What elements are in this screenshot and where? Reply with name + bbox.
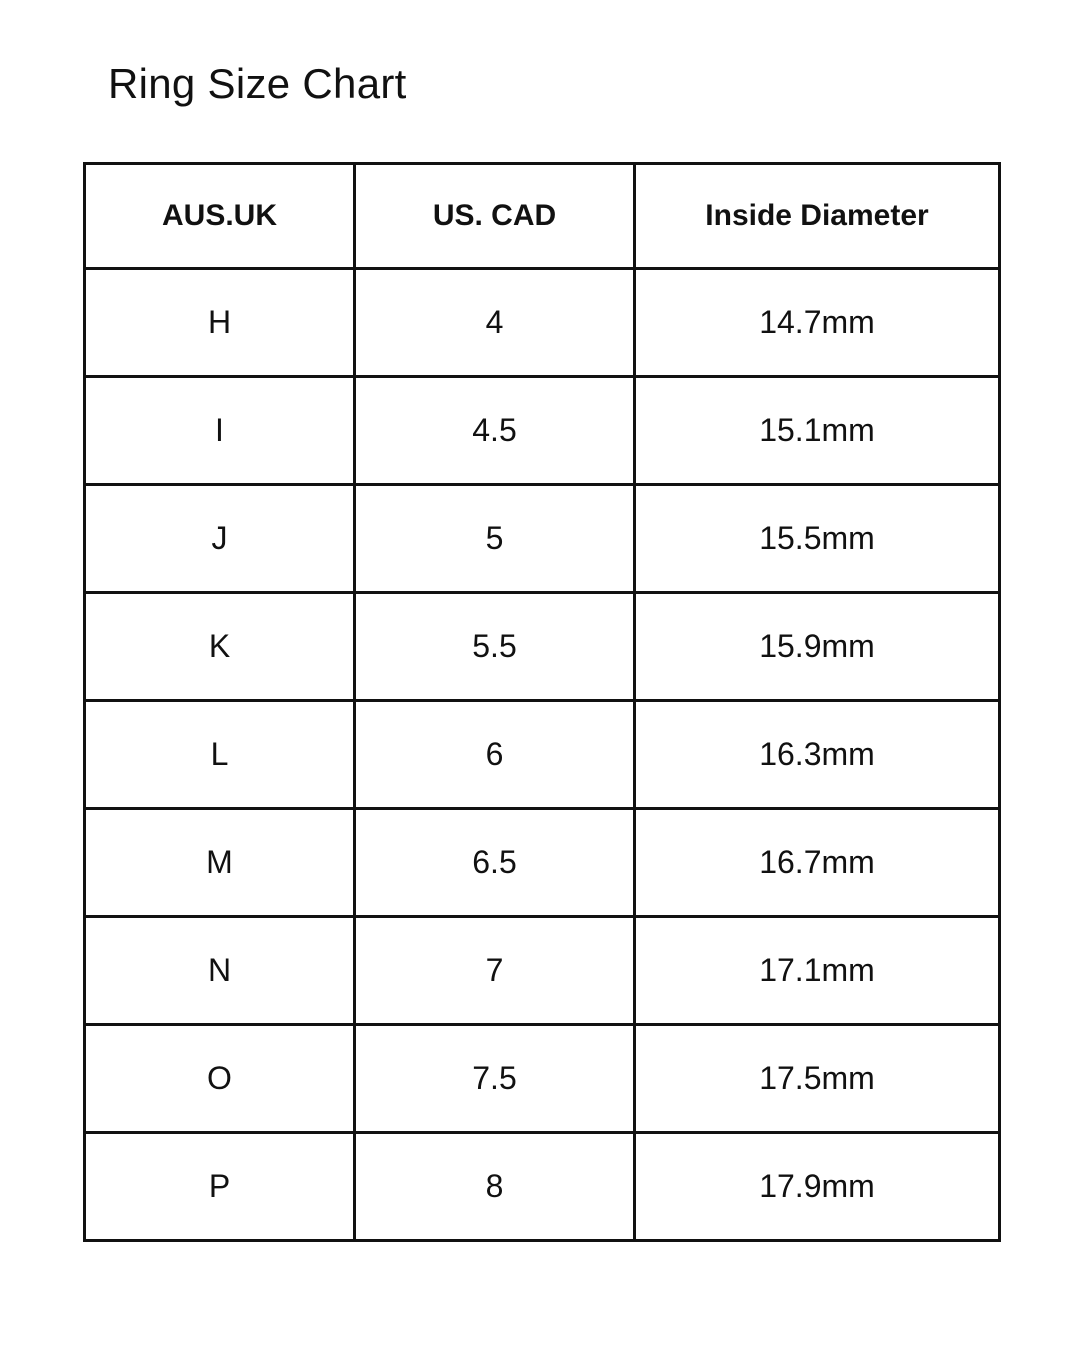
header-row bbox=[85, 164, 1000, 269]
table-row bbox=[85, 593, 1000, 701]
cell-aus-uk: I bbox=[85, 377, 355, 485]
cell-aus-uk: N bbox=[85, 917, 355, 1025]
cell-inside-diameter: 16.7mm bbox=[635, 809, 1000, 917]
table-row bbox=[85, 377, 1000, 485]
ring-size-table bbox=[83, 162, 1001, 1242]
table-body bbox=[85, 269, 1000, 1241]
cell-inside-diameter: 17.9mm bbox=[635, 1133, 1000, 1241]
cell-us-cad: 7 bbox=[355, 917, 635, 1025]
cell-inside-diameter: 17.1mm bbox=[635, 917, 1000, 1025]
table-row bbox=[85, 269, 1000, 377]
table-row bbox=[85, 1133, 1000, 1241]
header-aus-uk: AUS.UK bbox=[85, 164, 355, 269]
cell-inside-diameter: 16.3mm bbox=[635, 701, 1000, 809]
cell-us-cad: 5.5 bbox=[355, 593, 635, 701]
table-row bbox=[85, 485, 1000, 593]
cell-aus-uk: H bbox=[85, 269, 355, 377]
cell-aus-uk: J bbox=[85, 485, 355, 593]
cell-us-cad: 5 bbox=[355, 485, 635, 593]
cell-us-cad: 6 bbox=[355, 701, 635, 809]
cell-aus-uk: L bbox=[85, 701, 355, 809]
cell-aus-uk: M bbox=[85, 809, 355, 917]
cell-us-cad: 7.5 bbox=[355, 1025, 635, 1133]
table-header bbox=[85, 164, 1000, 269]
cell-inside-diameter: 15.9mm bbox=[635, 593, 1000, 701]
cell-inside-diameter: 15.1mm bbox=[635, 377, 1000, 485]
cell-aus-uk: K bbox=[85, 593, 355, 701]
cell-us-cad: 4.5 bbox=[355, 377, 635, 485]
table-row bbox=[85, 809, 1000, 917]
cell-inside-diameter: 14.7mm bbox=[635, 269, 1000, 377]
page-title: Ring Size Chart bbox=[108, 60, 407, 107]
cell-us-cad: 6.5 bbox=[355, 809, 635, 917]
header-inside-diameter: Inside Diameter bbox=[635, 164, 1000, 269]
cell-inside-diameter: 15.5mm bbox=[635, 485, 1000, 593]
table-row bbox=[85, 917, 1000, 1025]
cell-us-cad: 8 bbox=[355, 1133, 635, 1241]
cell-aus-uk: O bbox=[85, 1025, 355, 1133]
cell-aus-uk: P bbox=[85, 1133, 355, 1241]
cell-us-cad: 4 bbox=[355, 269, 635, 377]
table-row bbox=[85, 701, 1000, 809]
table-row bbox=[85, 1025, 1000, 1133]
header-us-cad: US. CAD bbox=[355, 164, 635, 269]
cell-inside-diameter: 17.5mm bbox=[635, 1025, 1000, 1133]
